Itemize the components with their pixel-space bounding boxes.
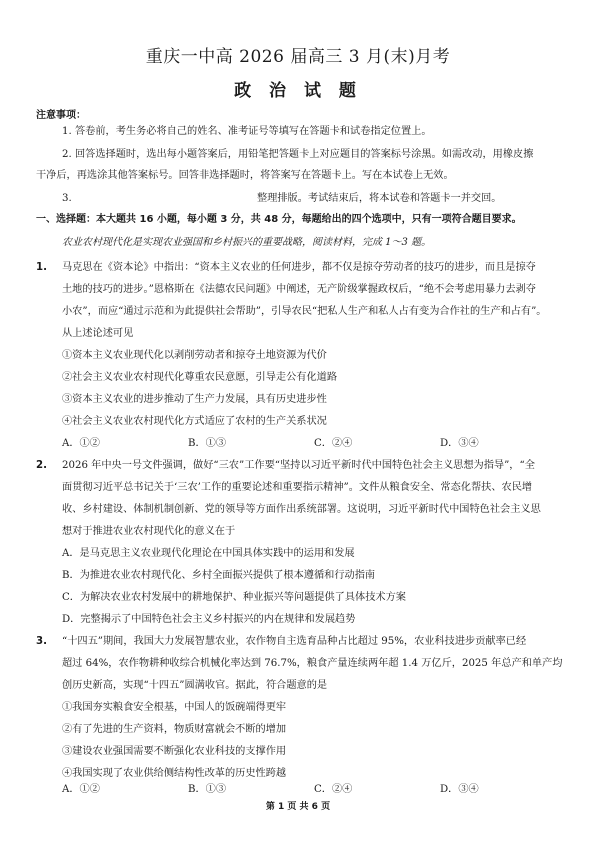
statement-option: ②有了先进的生产资料，物质财富就会不断的增加 [62,724,287,735]
question-number: 1. [36,262,47,273]
choice-b: B．①③ [188,438,227,449]
statement-option: ①我国夯实粮食安全根基，中国人的饭碗端得更牢 [62,702,287,713]
question-text-line: 创历史新高，实现“十四五”圆满收官。据此，符合题意的是 [62,680,328,691]
answer-option-b: B．为推进农业农村现代化、乡村全面振兴提供了根本遵循和行动指南 [62,570,376,581]
answer-option-d: D．完整揭示了中国特色社会主义乡村振兴的内在规律和发展趋势 [62,614,356,625]
question-number: 2. [36,460,47,471]
question-text-line: 超过 64%，农作物耕种收综合机械化率达到 76.7%，粮食产量连续两年超 1.4 万亿斤，2025 年总产和单产均 [62,658,563,669]
page-footer: 第 1 页 共 6 页 [265,802,331,812]
question-text-line: 想对于推进农业农村现代化的意义在于 [62,526,236,537]
question-text-line: 从上述论述可见 [62,328,134,339]
answer-option-a: A．是马克思主义农业现代化理论在中国具体实践中的运用和发展 [62,548,355,559]
answer-choices [62,782,562,797]
choice-d: D．③④ [440,784,479,795]
statement-option: ③建设农业强国需要不断强化农业科技的支撑作用 [62,746,287,757]
question-text-line: 面贯彻习近平总书记关于‘三农’工作的重要论述和重要指示精神”。文件从粮食安全、常态化帮扶、农民增 [62,482,533,493]
notes-heading: 注意事项： [36,110,86,121]
note-item-2: 2. 回答选择题时，选出每小题答案后，用铅笔把答题卡上对应题目的答案标号涂黑。如需改动，用橡皮擦 [62,149,534,160]
question-text-line: “十四五”期间，我国大力发展智慧农业，农作物自主选育品种占比超过 95%，农业科技进步贡献率已经 [62,636,527,647]
question-text-line: 小农”，而应“通过示范和为此提供社会帮助”，引导农民“把私人生产和私人占有变为合作社的生产和占有”。 [62,306,547,317]
choice-d: D．③④ [440,438,479,449]
section-heading: 一、选择题：本大题共 16 小题，每小题 3 分，共 48 分，每题给出的四个选项中，只有一项符合题目要求。 [36,214,522,225]
statement-option: ④社会主义农业农村现代化方式适应了农村的生产关系状况 [62,416,327,427]
question-text-line: 土地的技巧的进步。”恩格斯在《法德农民问题》中阐述，无产阶级掌握政权后，“绝不会考虑用暴力去剥夺 [62,284,536,295]
note-item-3: 整理排版。考试结束后，将本试卷和答题卡一并交回。 [257,193,502,204]
question-text-line: 2026 年中央一号文件强调，做好“三农”工作要“坚持以习近平新时代中国特色社会主义思想为指导”，“全 [62,460,535,471]
statement-option: ②社会主义农业农村现代化尊重农民意愿，引导走公有化道路 [62,372,338,383]
choice-a: A．①② [62,438,100,449]
question-text-line: 马克思在《资本论》中指出：“资本主义农业的任何进步，都不仅是掠夺劳动者的技巧的进步，而且是掠夺 [62,262,536,273]
statement-option: ③资本主义农业的进步推动了生产力发展，具有历史进步性 [62,394,327,405]
note-item-3-num: 3. [62,193,72,204]
exam-subject: 政 治 试 题 [234,81,362,101]
statement-option: ①资本主义农业现代化以剥削劳动者和掠夺土地资源为代价 [62,350,327,361]
question-number: 3. [36,636,47,647]
section-intro: 农业农村现代化是实现农业强国和乡村振兴的重要战略，阅读材料，完成 1～3 题。 [62,237,432,248]
choice-a: A．①② [62,784,100,795]
choice-c: C．②④ [314,784,353,795]
choice-c: C．②④ [314,438,353,449]
answer-option-c: C．为解决农业农村发展中的耕地保护、种业振兴等问题提供了具体技术方案 [62,592,406,603]
question-text-line: 收、乡村建设、体制机制创新、党的领导等方面作出系统部署。这说明，习近平新时代中国特色社会主义思 [62,504,541,515]
statement-option: ④我国实现了农业供给侧结构性改革的历史性跨越 [62,768,287,779]
note-item-1: 1. 答卷前，考生务必将自己的姓名、准考证号等填写在答题卡和试卷指定位置上。 [62,126,432,137]
exam-title: 重庆一中高 2026 届高三 3 月(末)月考 [145,47,451,67]
answer-choices [62,436,562,451]
choice-b: B．①③ [188,784,227,795]
note-item-2-cont: 干净后，再选涂其他答案标号。回答非选择题时，将答案写在答题卡上。写在本试卷上无效。 [36,170,454,181]
